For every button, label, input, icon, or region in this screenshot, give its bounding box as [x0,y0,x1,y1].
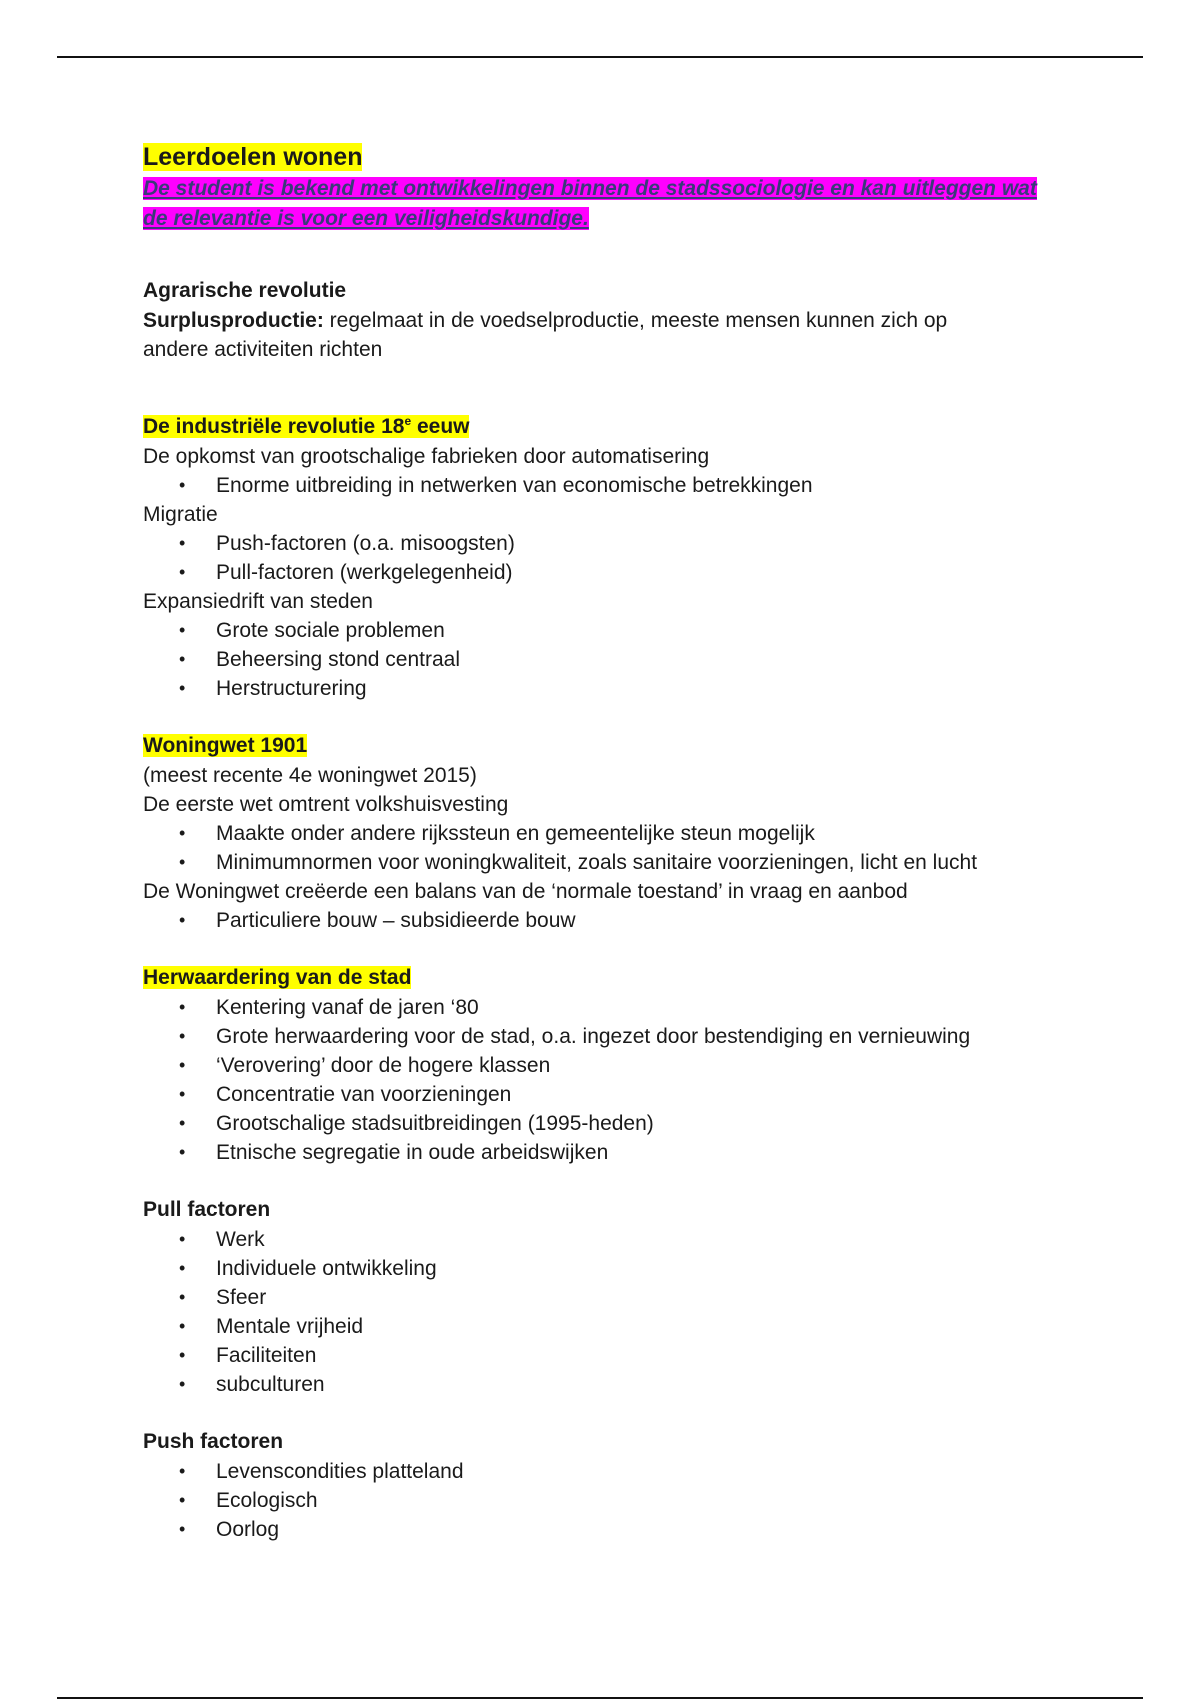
bullet-icon: • [179,1113,186,1133]
list-item-text: Pull-factoren (werkgelegenheid) [216,561,513,584]
list-item [143,1370,1063,1399]
bullet-icon: • [179,475,186,495]
list-item [143,529,1063,558]
list-item [143,471,1063,500]
section-heading-industrieel: De industriële revolutie 18e eeuw [143,414,470,438]
bullet-icon: • [179,1055,186,1075]
list-item [143,1283,1063,1312]
bullet-icon: • [179,620,186,640]
bullet-icon: • [179,562,186,582]
bullet-icon: • [179,1519,186,1539]
list-item-text: Push-factoren (o.a. misoogsten) [216,532,515,555]
list-item [143,645,1063,674]
list-item-text: Maakte onder andere rijkssteun en gemeentelijke steun mogelijk [216,822,815,845]
list-item-text: Kentering vanaf de jaren ‘80 [216,996,479,1019]
list-item-text: Faciliteiten [216,1344,317,1367]
list-item-text: Oorlog [216,1518,280,1541]
definition-text-line-1: regelmaat in de voedselproductie, meeste mensen kunnen zich op [323,309,948,332]
bullet-icon: • [179,1142,186,1162]
list-item-text: Etnische segregatie in oude arbeidswijken [216,1141,609,1164]
list-item-text: Grote herwaardering voor de stad, o.a. ingezet door bestendiging en vernieuwing [216,1025,971,1048]
list-item-text: Minimumnormen voor woningkwaliteit, zoals sanitaire voorzieningen, licht en lucht [216,851,978,874]
learning-objective-line-1: De student is bekend met ontwikkelingen binnen de stadssociologie en kan uitleggen wat [143,177,1037,200]
paragraph-volkshuisvesting: De eerste wet omtrent volkshuisvesting [143,793,509,816]
list-item [143,819,1063,848]
section-heading-herwaardering: Herwaardering van de stad [143,966,412,989]
bullet-list [143,616,1063,703]
page-top-rule [57,56,1143,58]
definition-surplusproductie [143,306,1063,335]
bullet-icon: • [179,823,186,843]
document-body [143,140,1063,1544]
list-item [143,1109,1063,1138]
section-heading-agrarisch: Agrarische revolutie [143,279,347,302]
list-item [143,1254,1063,1283]
list-item-text: Grote sociale problemen [216,619,445,642]
bullet-icon: • [179,1026,186,1046]
learning-objective [143,174,1063,234]
bullet-list [143,993,1063,1167]
learning-objective-line-2: de relevantie is voor een veiligheidskundige. [143,207,589,230]
list-item-text: Levenscondities platteland [216,1460,464,1483]
bullet-list [143,906,1063,935]
bullet-icon: • [179,1229,186,1249]
paragraph-balans: De Woningwet creëerde een balans van de ‘normale toestand’ in vraag en aanbod [143,880,908,903]
list-item-text: Sfeer [216,1286,267,1309]
list-item-text: subculturen [216,1373,325,1396]
bullet-icon: • [179,1461,186,1481]
bullet-icon: • [179,1258,186,1278]
bullet-icon: • [179,1490,186,1510]
list-item [143,1515,1063,1544]
paragraph-woningwet-note: (meest recente 4e woningwet 2015) [143,764,477,787]
definition-text-line-2: andere activiteiten richten [143,338,383,361]
section-heading-woningwet: Woningwet 1901 [143,734,308,757]
bullet-icon: • [179,1345,186,1365]
bullet-icon: • [179,1287,186,1307]
list-item [143,993,1063,1022]
page-bottom-rule [57,1697,1143,1699]
list-item [143,1022,1063,1051]
list-item [143,1225,1063,1254]
list-item-text: Herstructurering [216,677,367,700]
list-item-text: Mentale vrijheid [216,1315,364,1338]
bullet-icon: • [179,533,186,553]
bullet-list [143,1457,1063,1544]
list-item [143,674,1063,703]
list-item [143,558,1063,587]
list-item [143,848,1063,877]
list-item [143,1457,1063,1486]
list-item [143,1051,1063,1080]
bullet-list [143,529,1063,587]
paragraph-expansie: Expansiedrift van steden [143,590,373,613]
bullet-icon: • [179,649,186,669]
list-item-text: Enorme uitbreiding in netwerken van economische betrekkingen [216,474,813,497]
bullet-list [143,819,1063,877]
list-item-text: Grootschalige stadsuitbreidingen (1995-heden) [216,1112,654,1135]
bullet-icon: • [179,678,186,698]
list-item [143,906,1063,935]
list-item [143,616,1063,645]
section-heading-push: Push factoren [143,1430,284,1453]
list-item [143,1486,1063,1515]
list-item [143,1312,1063,1341]
bullet-icon: • [179,1084,186,1104]
section-heading-pull: Pull factoren [143,1198,271,1221]
list-item-text: Particuliere bouw – subsidieerde bouw [216,909,576,932]
list-item-text: Werk [216,1228,265,1251]
bullet-icon: • [179,1316,186,1336]
bullet-list [143,1225,1063,1399]
bullet-icon: • [179,852,186,872]
bullet-list [143,471,1063,500]
bullet-icon: • [179,997,186,1017]
definition-term: Surplusproductie: [143,309,324,332]
paragraph-migratie: Migratie [143,503,218,526]
list-item-text: ‘Verovering’ door de hogere klassen [216,1054,551,1077]
list-item [143,1138,1063,1167]
list-item-text: Ecologisch [216,1489,318,1512]
bullet-icon: • [179,910,186,930]
document-title: Leerdoelen wonen [143,143,363,171]
bullet-icon: • [179,1374,186,1394]
list-item [143,1080,1063,1109]
list-item [143,1341,1063,1370]
list-item-text: Beheersing stond centraal [216,648,460,671]
list-item-text: Concentratie van voorzieningen [216,1083,512,1106]
list-item-text: Individuele ontwikkeling [216,1257,437,1280]
paragraph-opkomst: De opkomst van grootschalige fabrieken door automatisering [143,445,710,468]
